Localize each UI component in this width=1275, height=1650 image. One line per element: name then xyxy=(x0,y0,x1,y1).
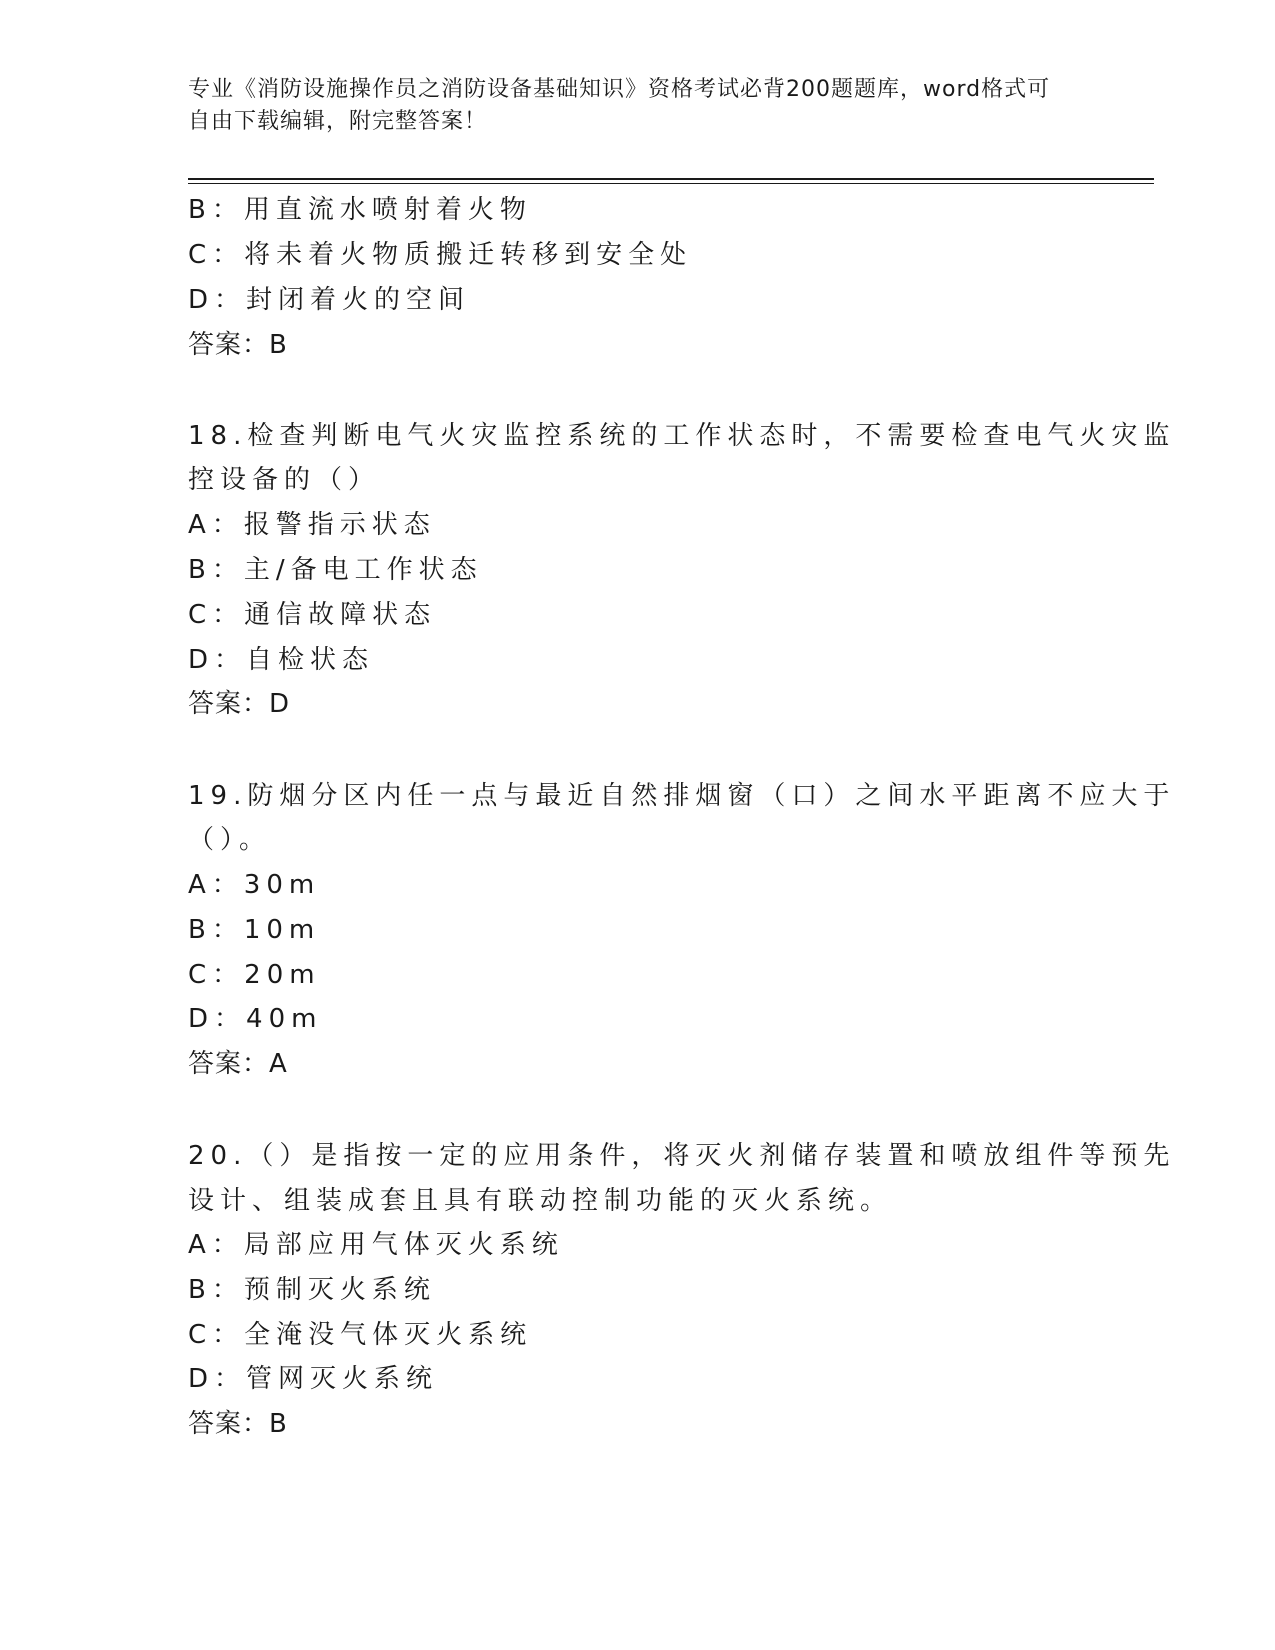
answer: 答案：B xyxy=(188,1409,288,1439)
question-text-continued: 设计、组装成套且具有联动控制功能的灭火系统。 xyxy=(188,1186,893,1216)
option-b: B：10m xyxy=(188,915,321,945)
option-d: D：管网灭火系统 xyxy=(188,1364,439,1394)
option-b: B：用直流水喷射着火物 xyxy=(188,195,532,225)
question-text: 19.防烟分区内任一点与最近自然排烟窗（口）之间水平距离不应大于 xyxy=(188,781,1176,811)
option-b: B：预制灭火系统 xyxy=(188,1275,436,1305)
question-text: 20.（）是指按一定的应用条件，将灭火剂储存装置和喷放组件等预先 xyxy=(188,1141,1176,1171)
option-a: A：局部应用气体灭火系统 xyxy=(188,1230,564,1260)
question-text-continued: 控设备的（） xyxy=(188,465,381,495)
option-c: C：通信故障状态 xyxy=(188,600,437,630)
option-d: D：40m xyxy=(188,1004,323,1034)
option-b: B：主/备电工作状态 xyxy=(188,555,483,585)
option-a: A：30m xyxy=(188,870,321,900)
document-header: 专业《消防设施操作员之消防设备基础知识》资格考试必背200题题库，word格式可自由下载编辑，附完整答案！ xyxy=(188,77,1051,134)
option-d: D：自检状态 xyxy=(188,645,375,675)
answer: 答案：A xyxy=(188,1049,288,1079)
option-a: A：报警指示状态 xyxy=(188,510,436,540)
option-c: C：全淹没气体灭火系统 xyxy=(188,1320,533,1350)
header-divider xyxy=(188,178,1154,180)
answer: 答案：B xyxy=(188,330,288,360)
option-c: C：20m xyxy=(188,960,321,990)
option-c: C：将未着火物质搬迁转移到安全处 xyxy=(188,240,693,270)
answer: 答案：D xyxy=(188,689,291,719)
header-divider-thin xyxy=(188,183,1154,184)
question-text-continued: （）。 xyxy=(188,825,272,855)
option-d: D：封闭着火的空间 xyxy=(188,285,471,315)
question-text: 18.检查判断电气火灾监控系统的工作状态时，不需要检查电气火灾监 xyxy=(188,421,1176,451)
